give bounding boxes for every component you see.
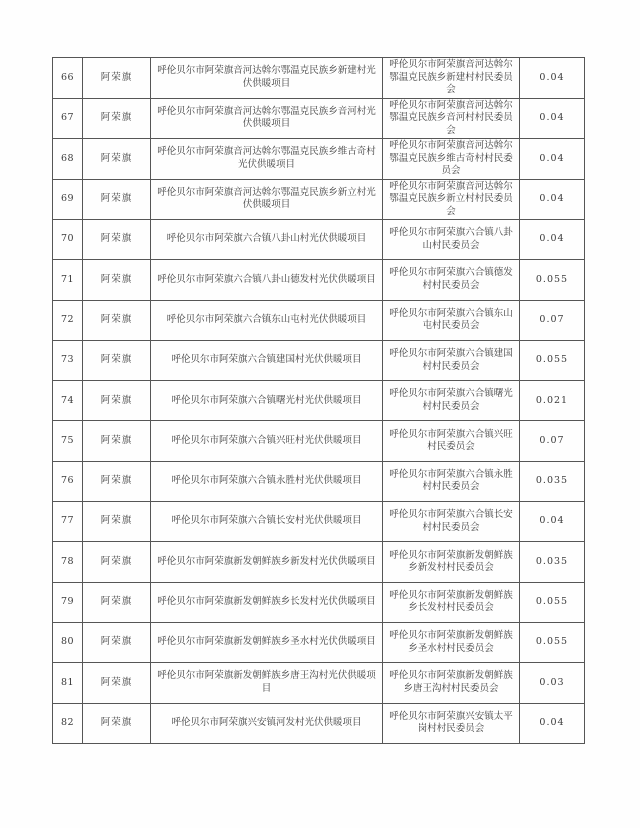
row-number-cell: 75 bbox=[53, 421, 83, 461]
project-name-cell: 呼伦贝尔市阿荣旗音河达斡尔鄂温克民族乡新建村光伏供暖项目 bbox=[151, 58, 383, 99]
region-cell: 阿荣旗 bbox=[83, 461, 151, 501]
region-cell: 阿荣旗 bbox=[83, 582, 151, 622]
committee-name-cell: 呼伦贝尔市阿荣旗六合镇建国村村民委员会 bbox=[383, 340, 520, 380]
committee-name-cell: 呼伦贝尔市阿荣旗六合镇长安村村民委员会 bbox=[383, 502, 520, 542]
committee-name-cell: 呼伦贝尔市阿荣旗新发朝鲜族乡新发村村民委员会 bbox=[383, 542, 520, 582]
committee-name-cell: 呼伦贝尔市阿荣旗新发朝鲜族乡圣水村村民委员会 bbox=[383, 622, 520, 662]
committee-name-cell: 呼伦贝尔市阿荣旗六合镇德发村村民委员会 bbox=[383, 260, 520, 300]
value-cell: 0.03 bbox=[520, 663, 585, 703]
project-name-cell: 呼伦贝尔市阿荣旗音河达斡尔鄂温克民族乡音河村光伏供暖项目 bbox=[151, 98, 383, 139]
row-number-cell: 73 bbox=[53, 340, 83, 380]
table-row bbox=[53, 663, 585, 703]
row-number-cell: 67 bbox=[53, 98, 83, 139]
project-name-cell: 呼伦贝尔市阿荣旗六合镇曙光村光伏供暖项目 bbox=[151, 381, 383, 421]
row-number-cell: 69 bbox=[53, 179, 83, 220]
project-name-cell: 呼伦贝尔市阿荣旗六合镇八卦山村光伏供暖项目 bbox=[151, 220, 383, 260]
row-number-cell: 80 bbox=[53, 622, 83, 662]
table-row bbox=[53, 542, 585, 582]
value-cell: 0.055 bbox=[520, 260, 585, 300]
project-name-cell: 呼伦贝尔市阿荣旗兴安镇河发村光伏供暖项目 bbox=[151, 703, 383, 743]
table-row bbox=[53, 260, 585, 300]
region-cell: 阿荣旗 bbox=[83, 220, 151, 260]
region-cell: 阿荣旗 bbox=[83, 542, 151, 582]
committee-name-cell: 呼伦贝尔市阿荣旗六合镇永胜村村民委员会 bbox=[383, 461, 520, 501]
row-number-cell: 79 bbox=[53, 582, 83, 622]
region-cell: 阿荣旗 bbox=[83, 663, 151, 703]
value-cell: 0.07 bbox=[520, 421, 585, 461]
region-cell: 阿荣旗 bbox=[83, 58, 151, 99]
value-cell: 0.021 bbox=[520, 381, 585, 421]
project-name-cell: 呼伦贝尔市阿荣旗六合镇兴旺村光伏供暖项目 bbox=[151, 421, 383, 461]
project-name-cell: 呼伦贝尔市阿荣旗六合镇长安村光伏供暖项目 bbox=[151, 502, 383, 542]
value-cell: 0.04 bbox=[520, 220, 585, 260]
row-number-cell: 72 bbox=[53, 300, 83, 340]
committee-name-cell: 呼伦贝尔市阿荣旗六合镇兴旺村民委员会 bbox=[383, 421, 520, 461]
region-cell: 阿荣旗 bbox=[83, 622, 151, 662]
project-name-cell: 呼伦贝尔市阿荣旗新发朝鲜族乡长发村光伏供暖项目 bbox=[151, 582, 383, 622]
row-number-cell: 74 bbox=[53, 381, 83, 421]
pv-heating-projects-table bbox=[52, 57, 585, 744]
value-cell: 0.04 bbox=[520, 703, 585, 743]
committee-name-cell: 呼伦贝尔市阿荣旗音河达斡尔鄂温克民族乡维古奇村村民委员会 bbox=[383, 139, 520, 180]
region-cell: 阿荣旗 bbox=[83, 260, 151, 300]
row-number-cell: 66 bbox=[53, 58, 83, 99]
project-name-cell: 呼伦贝尔市阿荣旗新发朝鲜族乡唐王沟村光伏供暖项目 bbox=[151, 663, 383, 703]
region-cell: 阿荣旗 bbox=[83, 300, 151, 340]
region-cell: 阿荣旗 bbox=[83, 381, 151, 421]
value-cell: 0.04 bbox=[520, 502, 585, 542]
row-number-cell: 77 bbox=[53, 502, 83, 542]
table-row bbox=[53, 622, 585, 662]
region-cell: 阿荣旗 bbox=[83, 139, 151, 180]
project-name-cell: 呼伦贝尔市阿荣旗六合镇永胜村光伏供暖项目 bbox=[151, 461, 383, 501]
table-row bbox=[53, 58, 585, 99]
table-row bbox=[53, 139, 585, 180]
project-name-cell: 呼伦贝尔市阿荣旗六合镇建国村光伏供暖项目 bbox=[151, 340, 383, 380]
committee-name-cell: 呼伦贝尔市阿荣旗音河达斡尔鄂温克民族乡新立村村民委员会 bbox=[383, 179, 520, 220]
committee-name-cell: 呼伦贝尔市阿荣旗新发朝鲜族乡长发村村民委员会 bbox=[383, 582, 520, 622]
value-cell: 0.04 bbox=[520, 58, 585, 99]
committee-name-cell: 呼伦贝尔市阿荣旗音河达斡尔鄂温克民族乡新建村村民委员会 bbox=[383, 58, 520, 99]
table-row bbox=[53, 461, 585, 501]
committee-name-cell: 呼伦贝尔市阿荣旗六合镇东山屯村民委员会 bbox=[383, 300, 520, 340]
value-cell: 0.04 bbox=[520, 179, 585, 220]
row-number-cell: 82 bbox=[53, 703, 83, 743]
value-cell: 0.035 bbox=[520, 461, 585, 501]
project-name-cell: 呼伦贝尔市阿荣旗六合镇八卦山德发村光伏供暖项目 bbox=[151, 260, 383, 300]
project-name-cell: 呼伦贝尔市阿荣旗新发朝鲜族乡新发村光伏供暖项目 bbox=[151, 542, 383, 582]
row-number-cell: 71 bbox=[53, 260, 83, 300]
value-cell: 0.055 bbox=[520, 582, 585, 622]
region-cell: 阿荣旗 bbox=[83, 421, 151, 461]
region-cell: 阿荣旗 bbox=[83, 179, 151, 220]
project-name-cell: 呼伦贝尔市阿荣旗音河达斡尔鄂温克民族乡维古奇村光伏供暖项目 bbox=[151, 139, 383, 180]
row-number-cell: 70 bbox=[53, 220, 83, 260]
table-row bbox=[53, 340, 585, 380]
value-cell: 0.04 bbox=[520, 98, 585, 139]
table-row bbox=[53, 179, 585, 220]
value-cell: 0.055 bbox=[520, 340, 585, 380]
table-row bbox=[53, 421, 585, 461]
region-cell: 阿荣旗 bbox=[83, 502, 151, 542]
table-body bbox=[53, 58, 585, 744]
committee-name-cell: 呼伦贝尔市阿荣旗六合镇曙光村村民委员会 bbox=[383, 381, 520, 421]
committee-name-cell: 呼伦贝尔市阿荣旗音河达斡尔鄂温克民族乡音河村村民委员会 bbox=[383, 98, 520, 139]
value-cell: 0.035 bbox=[520, 542, 585, 582]
committee-name-cell: 呼伦贝尔市阿荣旗新发朝鲜族乡唐王沟村村民委员会 bbox=[383, 663, 520, 703]
row-number-cell: 76 bbox=[53, 461, 83, 501]
table-row bbox=[53, 300, 585, 340]
table-row bbox=[53, 98, 585, 139]
project-name-cell: 呼伦贝尔市阿荣旗六合镇东山屯村光伏供暖项目 bbox=[151, 300, 383, 340]
value-cell: 0.07 bbox=[520, 300, 585, 340]
committee-name-cell: 呼伦贝尔市阿荣旗兴安镇太平岗村村民委员会 bbox=[383, 703, 520, 743]
row-number-cell: 81 bbox=[53, 663, 83, 703]
row-number-cell: 78 bbox=[53, 542, 83, 582]
region-cell: 阿荣旗 bbox=[83, 98, 151, 139]
table-row bbox=[53, 502, 585, 542]
region-cell: 阿荣旗 bbox=[83, 703, 151, 743]
value-cell: 0.055 bbox=[520, 622, 585, 662]
project-name-cell: 呼伦贝尔市阿荣旗新发朝鲜族乡圣水村光伏供暖项目 bbox=[151, 622, 383, 662]
committee-name-cell: 呼伦贝尔市阿荣旗六合镇八卦山村民委员会 bbox=[383, 220, 520, 260]
row-number-cell: 68 bbox=[53, 139, 83, 180]
table-row bbox=[53, 220, 585, 260]
project-name-cell: 呼伦贝尔市阿荣旗音河达斡尔鄂温克民族乡新立村光伏供暖项目 bbox=[151, 179, 383, 220]
table-row bbox=[53, 381, 585, 421]
value-cell: 0.04 bbox=[520, 139, 585, 180]
table-row bbox=[53, 582, 585, 622]
region-cell: 阿荣旗 bbox=[83, 340, 151, 380]
table-row bbox=[53, 703, 585, 743]
